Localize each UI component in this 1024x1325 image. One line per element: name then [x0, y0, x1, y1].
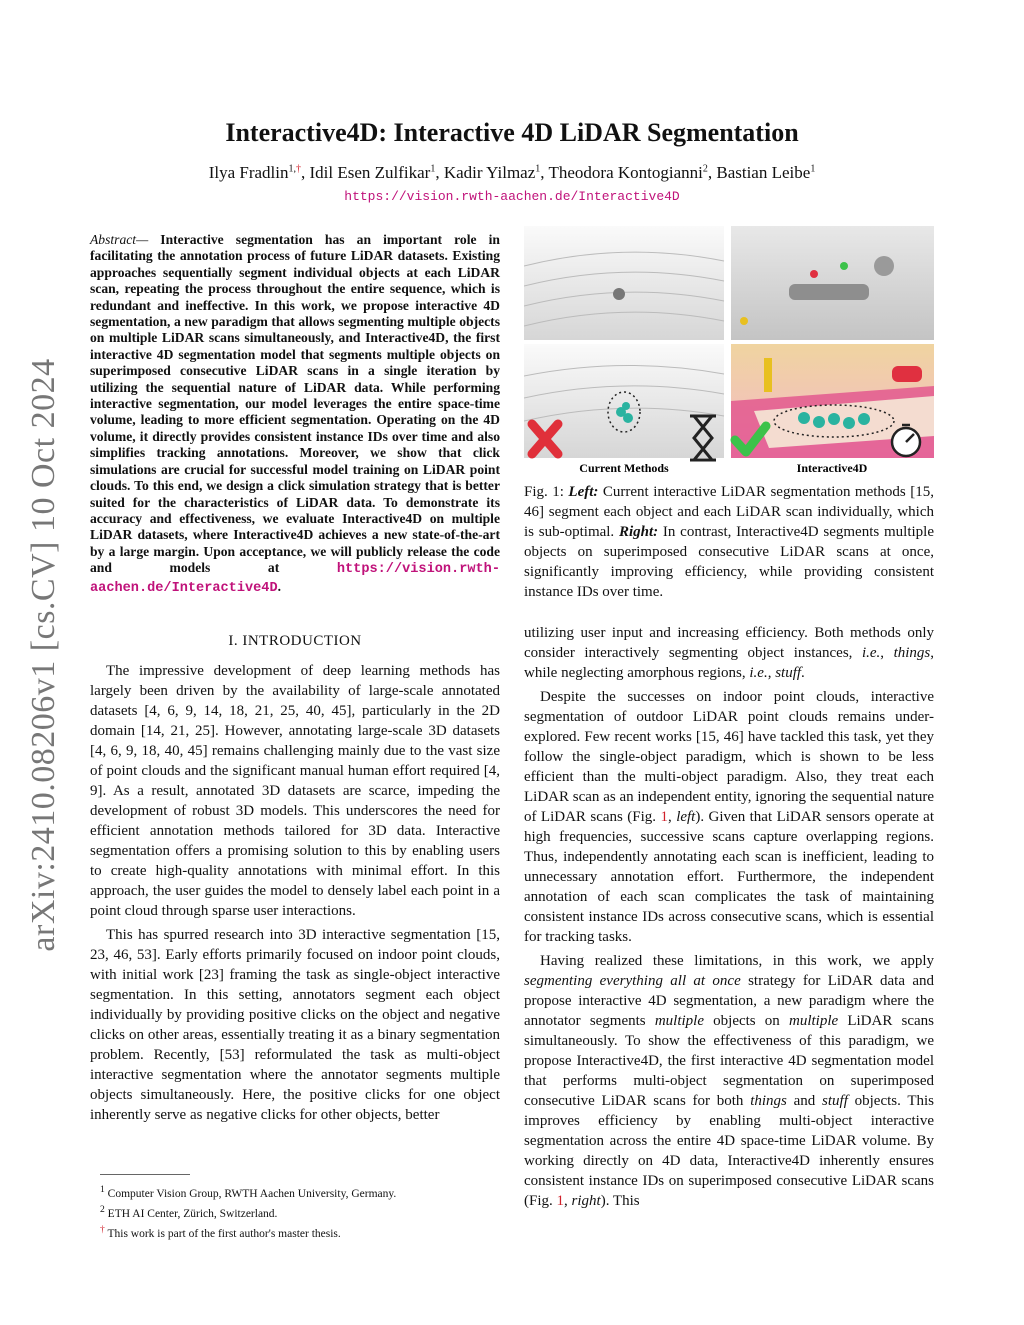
- figure-1: [524, 226, 934, 476]
- abstract: Abstract— Interactive segmentation has an important role in facilitating the annotation process of future LiDAR datasets. Existing approaches sequentially segment individual objects at each LiDAR scan, repeating the process throughout the entire sequence, which is redundant and ineffective. In this work, we propose interactive 4D segmentation, a new paradigm that allows segmenting multiple objects on multiple LiDAR scans simultaneously, and Interactive4D, the first interactive 4D segmentation model that segments multiple objects on superimposed consecutive LiDAR scans in a single iteration by utilizing the sequential nature of LiDAR data. While performing interactive segmentation, our model leverages the entire space-time volume, leading to more efficient segmentation. Operating on the 4D volume, it directly provides consistent instance IDs over time and also simplifies tracking annotations. Moreover, we show that click simulations are crucial for successful model training on LiDAR point clouds. To this end, we design a click simulation strategy that is better suited for the characteristics of LiDAR data. To demonstrate its accuracy and effectiveness, we evaluate Interactive4D on multiple LiDAR datasets, where Interactive4D achieves a new state-of-the-art by a large margin. Upon acceptance, we will publicly release the code and models at https://vision.rwth-aachen.de/Interactive4D.: [90, 232, 500, 596]
- paragraph: This has spurred research into 3D interactive segmentation [15, 23, 46, 53]. Early efforts primarily focused on indoor point clouds, with initial work [23] framing the task as single-object interactive segmentation. In this setting, annotators segment each object individually by providing positive clicks on the object and negative clicks on other areas, essentially treating it as a binary segmentation problem. Recently, [53] reformulated the task as multi-object interactive segmentation where the annotator segments multiple objects simultaneously. Here, the positive clicks for one object inherently serve as negative clicks for other objects, better: [90, 927, 500, 1123]
- paper-title: Interactive4D: Interactive 4D LiDAR Segmentation: [225, 118, 799, 147]
- paragraph: Despite the successes on indoor point clouds, interactive segmentation of outdoor LiDAR point clouds remains under-explored. Few recent works [15, 46] have tackled this task, yet they follow the single-object paradigm, which is shown to be less efficient than the multi-object paradigm. Also, they treat each LiDAR scan as an independent entity, ignoring the sequential nature of LiDAR scans (Fig. 1, left). Given that LiDAR sensors operate at high frequencies, successive scans capture overlapping regions. Thus, independently annotating each scan is inefficient, leading to unnecessary annotation effort. Furthermore, the independent annotation of each scan complicates the task of maintaining consistent instance IDs across consecutive scans, which is essential for tracking tasks.: [524, 689, 934, 945]
- abstract-text: Interactive segmentation has an important role in facilitating the annotation process of future LiDAR datasets. Existing approaches sequentially segment individual objects at each LiDAR scan, repeating the process throughout the entire sequence, which is redundant and ineffective. In this work, we propose interactive 4D segmentation, a new paradigm that allows segmenting multiple objects on multiple LiDAR scans simultaneously, and Interactive4D, the first interactive 4D segmentation model that segments multiple objects on superimposed consecutive LiDAR scans in a single iteration by utilizing the sequential nature of LiDAR data. While performing interactive segmentation, our model leverages the entire space-time volume, leading to more efficient segmentation. Operating on the 4D volume, it directly provides consistent instance IDs over time and also simplifies tracking annotations. Moreover, we show that click simulations are crucial for successful model training on LiDAR point clouds. To this end, we design a click simulation strategy that is better suited for the characteristics of LiDAR data. To demonstrate its accuracy and effectiveness, we evaluate Interactive4D on multiple LiDAR datasets, where Interactive4D achieves a new state-of-the-art by a large margin. Upon acceptance, we will publicly release the code and models at: [90, 232, 500, 576]
- section-title: I. INTRODUCTION: [228, 633, 362, 649]
- author-list: Ilya Fradlin$^{1,\dagger}$, Idil Esen Zulfikar$^1$, Kadir Yilmaz$^1$, Theodora Kontogianni$^2$, Bastian Leibe$^1$: [208, 163, 816, 182]
- paragraph: The impressive development of deep learning methods has largely been driven by the availability of large-scale annotated datasets [4, 6, 9, 14, 18, 21, 25, 40, 45], particularly in the 2D domain [14, 21, 25]. However, annotating large-scale 3D datasets [4, 6, 9, 18, 40, 45] remains challenging mainly due to the vast size of point clouds and the significant manual human effort required [4, 9]. As a result, annotated 3D datasets are scarce, impeding the development of robust 3D models. This underscores the need for efficient annotation methods tailored for 3D data. Interactive segmentation offers a promising solution to this by enabling users to create high-quality annotations with minimal effort. In this approach, the user guides the model to densely label each point in a point cloud through sparse user interactions.: [90, 663, 500, 919]
- scan-top-left: [524, 226, 724, 340]
- arxiv-stamp: arXiv:2410.08206v1 [cs.CV] 10 Oct 2024: [25, 358, 62, 952]
- figure-ref-link[interactable]: 1: [660, 809, 668, 825]
- figure-caption: Fig. 1: Left: Current interactive LiDAR segmentation methods [15, 46] segment each object and each LiDAR scan individually, which is sub-optimal. Right: In contrast, Interactive4D segments multiple objects on superimposed consecutive LiDAR scans at once, significantly improving efficiency, while providing consistent instance IDs over time.: [524, 484, 934, 600]
- footnotes: [100, 1182, 500, 1241]
- footnote-divider: [100, 1174, 190, 1175]
- abstract-url-link[interactable]: https://vision.rwth-aachen.de/Interactive4D: [90, 562, 500, 596]
- footnote: † This work is part of the first author's master thesis.: [100, 1223, 341, 1240]
- project-url-link[interactable]: https://vision.rwth-aachen.de/Interactive4D: [344, 189, 680, 204]
- figure-ref-link[interactable]: 1: [556, 1193, 565, 1209]
- paragraph: Having realized these limitations, in this work, we apply segmenting everything all at once strategy for LiDAR data and propose interactive 4D segmentation, a new paradigm where the annotator segments multiple objects on multiple LiDAR scans simultaneously. To show the effectiveness of this paradigm, we propose Interactive4D, the first interactive 4D segmentation model that performs multi-object segmentation on superimposed consecutive LiDAR scans for both things and stuff objects. This improves efficiency by enabling multi-object interactive segmentation across the entire 4D space-time LiDAR volume. By working directly on 4D data, Interactive4D inherently ensures consistent instance IDs on superimposed consecutive LiDAR scans (Fig. 1, right). This: [524, 953, 934, 1209]
- figure-label-right: Interactive4D: [796, 461, 868, 475]
- right-body: [524, 623, 934, 1211]
- figure-label-left: Current Methods: [579, 461, 669, 475]
- footnote: $^2$ ETH AI Center, Zürich, Switzerland.: [100, 1203, 278, 1220]
- abstract-label: Abstract: [90, 232, 137, 247]
- scan-top-right: [731, 226, 934, 340]
- paragraph: utilizing user input and increasing efficiency. Both methods only consider interactively segmenting object instances, i.e., things, while neglecting amorphous regions, i.e., stuff.: [524, 625, 934, 681]
- scan-bottom-left: [524, 344, 724, 458]
- left-body: [90, 661, 500, 1125]
- footnote: $^1$ Computer Vision Group, RWTH Aachen University, Germany.: [100, 1184, 397, 1200]
